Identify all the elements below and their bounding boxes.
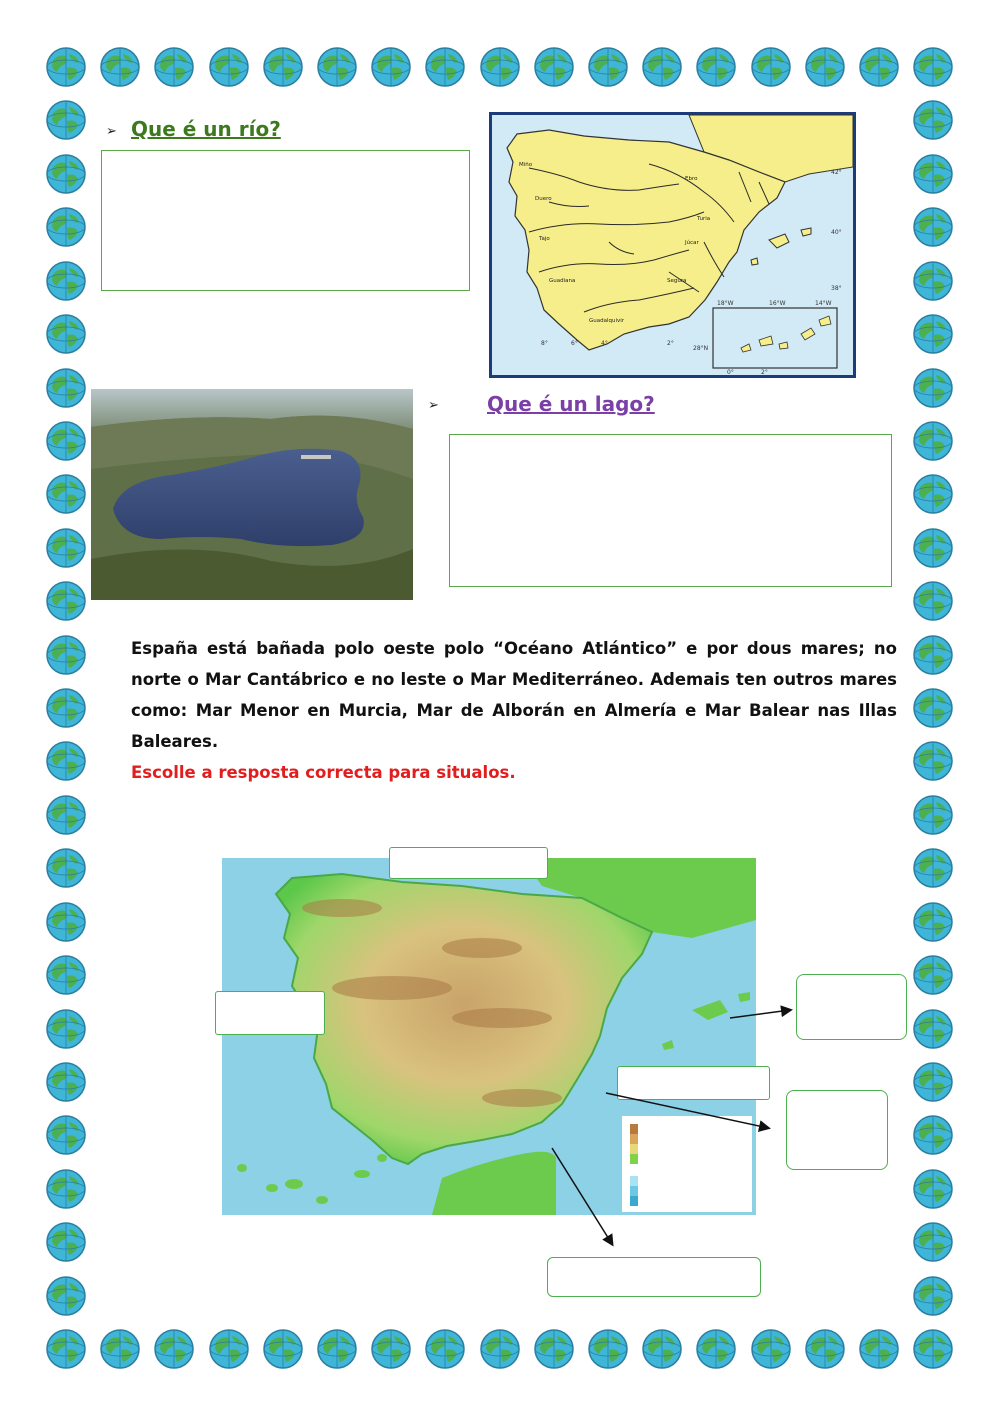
- map-inset-label: 14°W: [815, 300, 832, 307]
- map-river-label: Segura: [667, 278, 687, 284]
- map-lat-label: 42°: [831, 169, 842, 176]
- map-lon-label: 2°: [761, 369, 768, 376]
- river-question-heading: Que é un río?: [131, 117, 281, 141]
- map-lon-label: 4°: [601, 340, 608, 347]
- map-lon-label: 0°: [727, 369, 734, 376]
- map-river-label: Duero: [535, 196, 552, 202]
- map-inset-label: 28°N: [693, 345, 709, 352]
- map-lon-label: 2°: [667, 340, 674, 347]
- map-river-label: Turia: [697, 216, 711, 222]
- seas-paragraph-text: España está bañada polo oeste polo “Océano Atlántico” e por dous mares; no norte o Mar Cantábrico e no leste o Mar Mediterráneo. Ademais ten outros mares como: Mar Menor en Murcia, Mar de Alborán en Almería e Mar Balear nas Illas Baleares.: [131, 639, 897, 751]
- arrow-bullet-icon: ➢: [428, 398, 439, 413]
- map-lat-label: 40°: [831, 229, 842, 236]
- lake-question-heading: Que é un lago?: [487, 392, 655, 416]
- instruction-text: Escolle a resposta correcta para situalos.: [131, 763, 516, 782]
- map-inset-label: 18°W: [717, 300, 734, 307]
- map-river-label: Tajo: [539, 236, 550, 242]
- arrow-balear: [730, 1010, 790, 1018]
- map-river-label: Júcar: [685, 240, 699, 246]
- map-river-label: Miño: [519, 162, 533, 168]
- map-lon-label: 6°: [571, 340, 578, 347]
- arrow-menor: [606, 1093, 768, 1128]
- map-lon-label: 8°: [541, 340, 548, 347]
- map-river-label: Guadalquivir: [589, 318, 625, 324]
- arrow-alboran: [552, 1148, 612, 1244]
- map-river-label: Guadiana: [549, 278, 576, 284]
- map-river-label: Ebro: [685, 176, 698, 182]
- map-lat-label: 38°: [831, 285, 842, 292]
- map-inset-label: 16°W: [769, 300, 786, 307]
- arrow-bullet-icon: ➢: [106, 124, 117, 139]
